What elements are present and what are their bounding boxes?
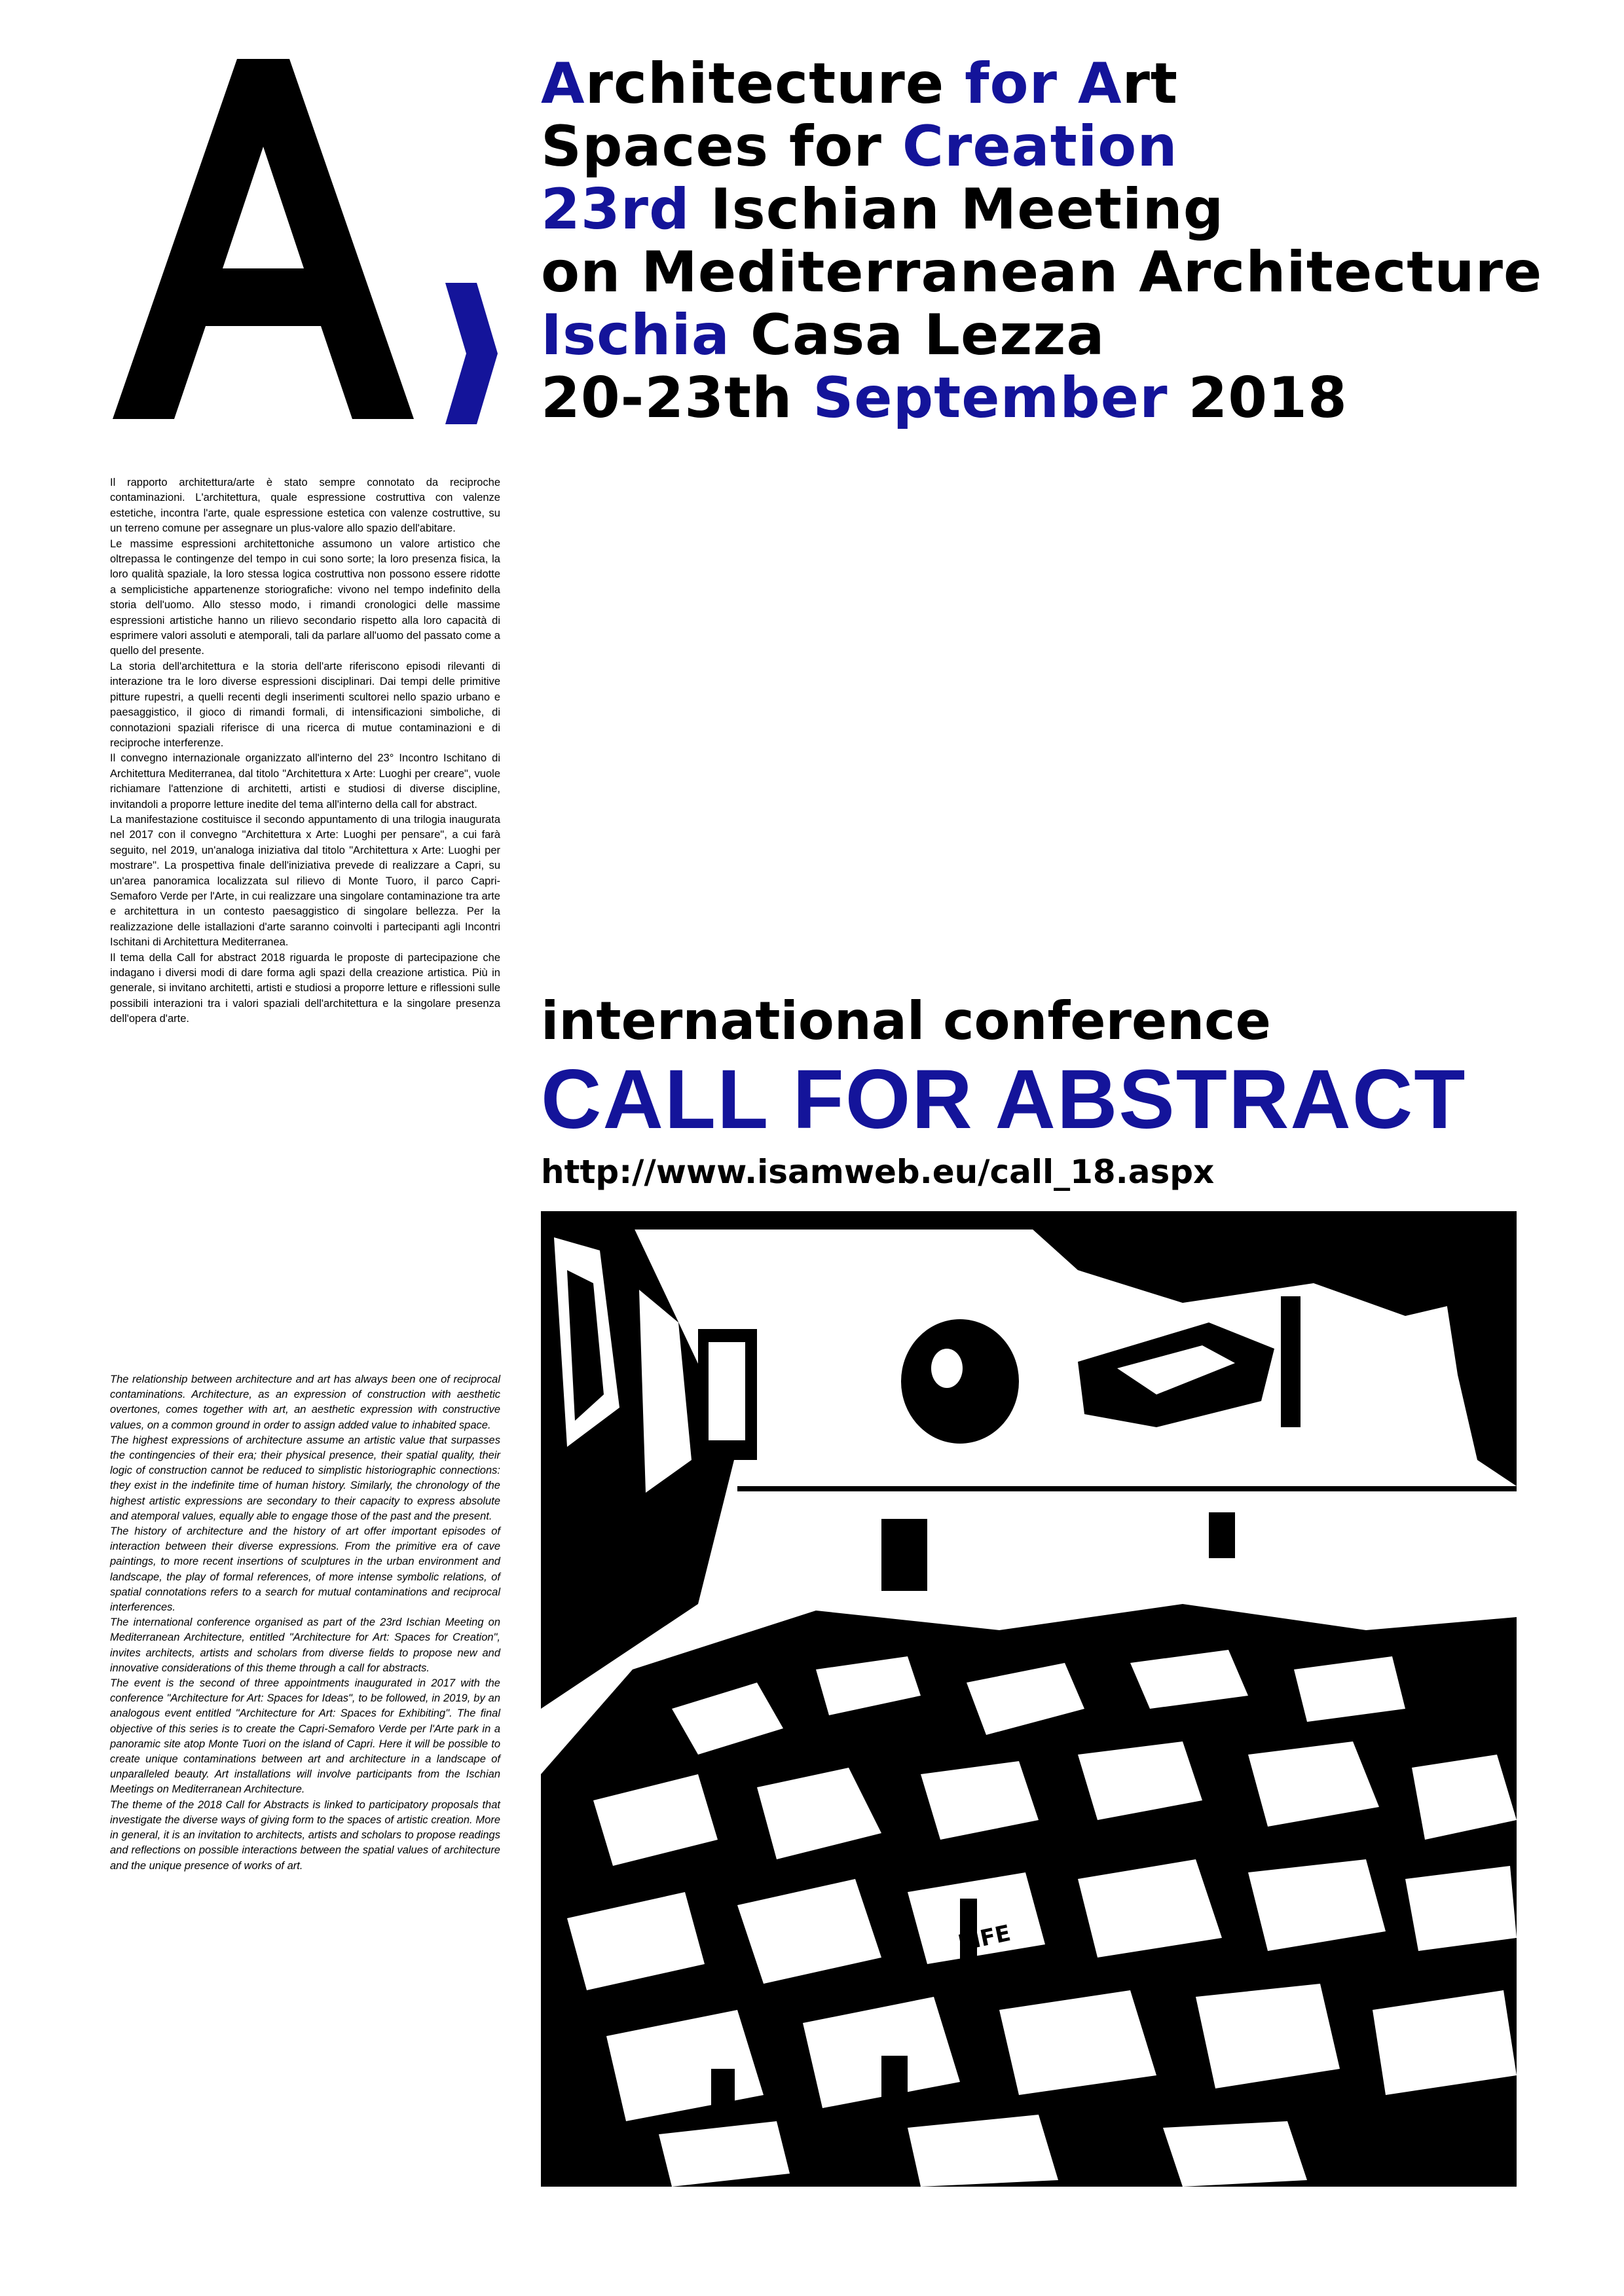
photo-small-box [881, 1519, 927, 1591]
photo-small-box-2 [1209, 1512, 1235, 1558]
italian-text-column [110, 475, 500, 1027]
logo [105, 59, 511, 426]
photo-horizon [737, 1486, 1517, 1491]
title-text: rchitecture [585, 51, 965, 117]
italian-paragraph: La storia dell'architettura e la storia dell'arte riferiscono episodi rilevanti di interazione tra le loro diverse espressioni disciplinari. Dai tempi delle primitive pitture rupestri, a quelli recenti degli inserimenti scultorei nello spazio urbano e paesaggistico, il gioco di rimandi formali, di intensificazioni simboliche, di connotazioni spaziali riferisce di una ricerca di mutue contaminazioni e di reciproche interferenze. [110, 660, 500, 749]
title-text: 23rd [541, 177, 690, 242]
title-line-5 [541, 304, 1602, 367]
title-line-3 [541, 178, 1602, 241]
italian-paragraph: La manifestazione costituisce il secondo appuntamento di una trilogia inaugurata nel 2017 con il convegno "Architettura x Arte: Luoghi per pensare", a cui farà seguito, nel 2019, un'analoga iniziativa dal titolo "Architettura x Arte: Luoghi per mostrare". La prospettiva finale dell'iniziativa prevede di realizzare a Capri, su un'area panoramica localizzata sul rilievo di Monte Tuoro, il parco Capri-Semaforo Verde per l'Arte, in cui realizzare una singolare contaminazione tra arte e architettura in un contesto paesaggistico di singolare bellezza. Per la realizzazione delle istallazioni d'arte saranno coinvolti i partecipanti agli Incontri Ischitani di Architettura Mediterranea. [110, 813, 500, 949]
italian-paragraph: Il rapporto architettura/arte è stato sempre connotato da reciproche contaminazioni. L'architettura, quale espressione costruttiva con valenze estetiche, incontra l'arte, quale espressione estetica con valenze costruttive, su un terreno comune per assegnare un plus-valore allo spazio dell'abitare. [110, 477, 500, 535]
title-text: 2018 [1168, 365, 1348, 431]
photo-label-bud: Bud [1061, 2110, 1118, 2147]
photo-label-life: LIFE [955, 1920, 1013, 1957]
photo-painting-5 [709, 1342, 745, 1440]
call-url-link[interactable]: http://www.isamweb.eu/call_18.aspx [541, 1153, 1215, 1191]
english-paragraph: The international conference organised as part of the 23rd Ischian Meeting on Mediterranean Architecture, entitled "Architecture for Art: Spaces for Creation", invites architects, artists and scholars from diverse fields to propose new and innovative considerations of this theme through a call for abstracts. [110, 1616, 500, 1674]
english-paragraph: The event is the second of three appointments inaugurated in 2017 with the conference "Architecture for Art: Spaces for Ideas", to be followed, in 2019, by an analogous event entitled "Architecture for Art: Spaces for Exhibiting". The final objective of this series is to create the Capri-Semaforo Verde per l'Arte park in a panoramic site atop Monte Tuori on the island of Capri. Here it will be possible to create unique contaminations between art and architecture in a landscape of unparalleled beauty. Art installations will involve participants from the Ischian Meetings on Mediterranean Architecture. [110, 1677, 500, 1796]
title-text: Ischia [541, 302, 730, 368]
title-block [541, 52, 1602, 429]
photo-round-object-highlight [931, 1349, 963, 1388]
title-text: Spaces for [541, 114, 902, 179]
title-line-4 [541, 241, 1602, 304]
italian-paragraph: Il tema della Call for abstract 2018 riguarda le proposte di partecipazione che indagano i diversi modi di dare forma agli spazi della creazione artistica. Più in generale, si invitano architetti, artisti e studiosi a proporre letture e riflessioni sulle possibili interazioni tra i valori spaziali dell'architettura e la singolare presenza dell'opera d'arte. [110, 951, 500, 1025]
title-text: Creation [902, 114, 1178, 179]
title-line-1 [541, 52, 1602, 115]
title-text: for A [965, 51, 1122, 117]
call-for-abstract-heading: CALL FOR ABSTRACT [541, 1053, 1467, 1146]
photo-paper-25 [1163, 2121, 1307, 2187]
english-text-column [110, 1372, 500, 1874]
photo-round-object [901, 1319, 1019, 1444]
english-paragraph: The highest expressions of architecture assume an artistic value that surpasses the contingencies of their era; their physical presence, their spatial quality, their logic of construction cannot be reduced to simplistic historiographic connections: they exist in the indefinite time of human history. Similarly, the chronology of the highest artistic expressions are secondary to their capacity to express absolute and atemporal values, equally able to engage those of the past and the present. [110, 1434, 500, 1522]
conference-heading: international conference [541, 991, 1271, 1051]
italian-paragraph: Le massime espressioni architettoniche assumono un valore artistico che oltrepassa le contingenze del tempo in cui sono sorte; la loro presenza fisica, la loro qualità spaziale, la loro stessa logica costruttiva non possono essere ridotte a semplicistiche appartenenze storiografiche: vivono nel tempo indefinito della storia dell'uomo. Allo stesso modo, i rimandi cronologici delle massime espressioni artistiche hanno un rilievo secondario rispetto alla loro capacità di esprimere valori assoluti e atemporali, tali da parlare all'uomo del passato come a quello del presente. [110, 538, 500, 657]
english-paragraph: The history of architecture and the history of art offer important episodes of interaction between their diverse expressions. From the primitive era of cave paintings, to more recent insertions of sculptures in the urban environment and landscape, the play of formal references, of more intense symbolic relations, of spatial connotations refers to a search for mutual contaminations and reciprocal interferences. [110, 1525, 500, 1614]
studio-photo [541, 1211, 1517, 2187]
english-paragraph: The relationship between architecture and art has always been one of reciprocal contaminations. Architecture, as an expression of construction with aesthetic overtones, comes together with art, an aesthetic expression with constructive values, on a common ground in order to assign added value to inhabited space. [110, 1374, 500, 1431]
title-text: September [813, 365, 1168, 431]
photo-can-1 [881, 2056, 908, 2108]
title-text: rt [1122, 51, 1179, 117]
photo-can-2 [711, 2069, 735, 2115]
title-line-6 [541, 367, 1602, 429]
title-line-2 [541, 115, 1602, 178]
title-text: Ischian Meeting [690, 177, 1225, 242]
logo-chevron-icon [445, 283, 498, 424]
photo-paper-17 [1405, 1866, 1517, 1951]
title-text: on Mediterranean Architecture [541, 240, 1543, 305]
english-paragraph: The theme of the 2018 Call for Abstracts is linked to participatory proposals that investigate the diverse ways of giving form to the spaces of artistic creation. More in general, it is an invitation to architects, artists and scholars to propose readings and reflections on possible interactions between the spatial values of architecture and the unique presence of works of art. [110, 1798, 500, 1872]
italian-paragraph: Il convegno internazionale organizzato all'interno del 23° Incontro Ischitano di Architettura Mediterranea, dal titolo "Architettura x Arte: Luoghi per creare", vuole richiamare l'attenzione di architetti, artisti e studiosi di diverse discipline, invitandoli a proporre letture inedite del tema all'interno della call for abstract. [110, 752, 500, 811]
title-text: A [541, 51, 585, 117]
title-text: 20-23th [541, 365, 813, 431]
photo-right-post [1281, 1296, 1301, 1427]
title-text: Casa Lezza [729, 302, 1105, 368]
